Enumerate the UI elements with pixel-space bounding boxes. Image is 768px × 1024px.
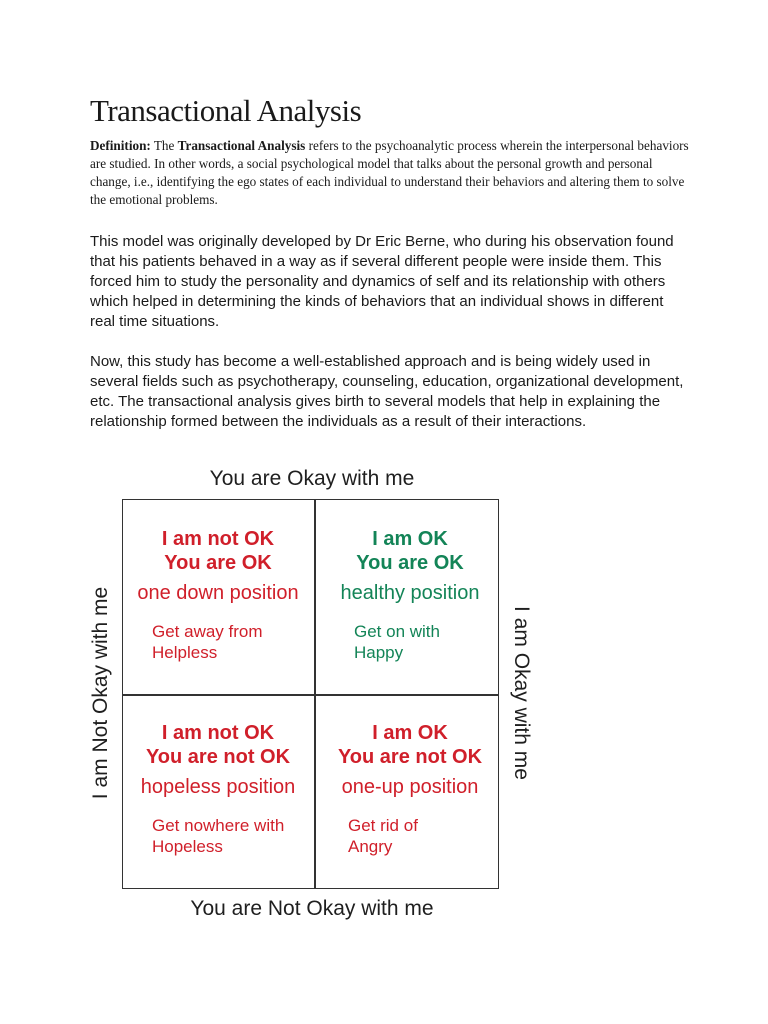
quadrant-action: Get nowhere with Hopeless: [152, 816, 285, 856]
quadrant-heading-line-1: I am not OK: [161, 722, 275, 744]
quadrant-heading-line-1: I am not OK: [161, 528, 275, 550]
quadrant-top-right: [314, 527, 506, 663]
quadrant-position: healthy position: [340, 582, 480, 604]
quadrant-position: one-up position: [341, 776, 479, 798]
quadrant-divider-horizontal: [122, 694, 499, 696]
axis-label-right: I am Okay with me: [510, 606, 533, 780]
quadrant-heading-line-1: I am OK: [372, 528, 448, 550]
body-paragraph-2: Now, this study has become a well-established approach and is being widely used in several fields such as psychotherapy, counseling, education, organizational development, etc. The transactional analysis gives birth to several models that help in explaining the relationship formed between the individuals as a result of their interactions.: [90, 353, 684, 430]
quadrant-position: hopeless position: [140, 776, 296, 798]
quadrant-heading-line-2: You are OK: [164, 552, 272, 574]
quadrant-heading-line-2: You are not OK: [145, 746, 291, 768]
axis-label-left: I am Not Okay with me: [89, 586, 112, 800]
definition-text-2: refers to the psychoanalytic process wherein the interpersonal behaviors are studied. In other words, a social psychological model that talks about the personal growth and personal change, i.e., identifying the ego states of each individual to understand their behaviors and altering them to solve the emotional problems.: [90, 138, 689, 207]
quadrant-action: Get away from Helpless: [152, 622, 263, 662]
page-title: Transactional Analysis: [90, 93, 362, 128]
quadrant-position: one down position: [137, 582, 299, 604]
quadrant-heading-line-2: You are not OK: [337, 746, 483, 768]
axis-label-top: You are Okay with me: [209, 467, 415, 490]
definition-term: Transactional Analysis: [177, 138, 306, 153]
quadrant-bottom-right: [314, 721, 506, 857]
quadrant-action: Get on with Happy: [354, 622, 440, 662]
definition-label: Definition:: [90, 138, 151, 153]
definition-paragraph: [90, 137, 690, 209]
axis-label-bottom: You are Not Okay with me: [190, 897, 434, 920]
definition-text-1: The: [150, 138, 178, 153]
body-paragraph-1: This model was originally developed by Dr Eric Berne, who during his observation found that his patients behaved in a way as if several different people were inside them. This forced him to study the personality and dynamics of self and its relationship with others which helped in determining the kinds of behaviors that an individual shows in different real time situations.: [90, 233, 674, 330]
quadrant-top-left: [122, 527, 314, 663]
quadrant-heading-line-1: I am OK: [372, 722, 448, 744]
quadrant-heading-line-2: You are OK: [356, 552, 464, 574]
quadrant-bottom-left: [122, 721, 314, 857]
quadrant-action: Get rid of Angry: [348, 816, 418, 856]
